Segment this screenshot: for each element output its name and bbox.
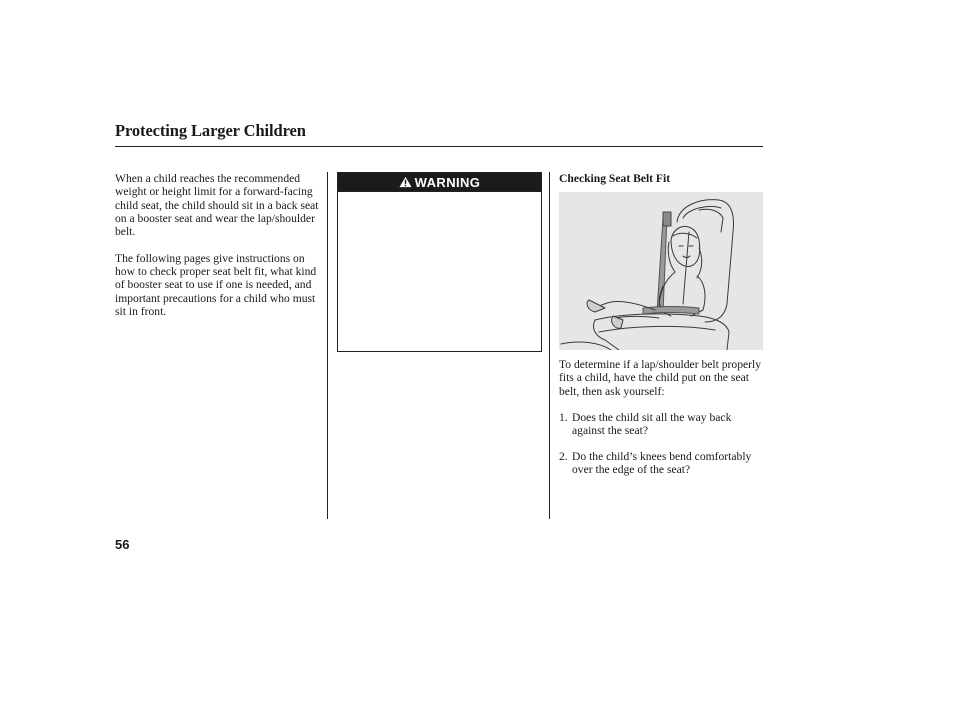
warning-box [337, 172, 542, 352]
page-title: Protecting Larger Children [115, 121, 306, 140]
warning-triangle-icon [399, 176, 412, 188]
list-item [559, 411, 763, 438]
warning-label: WARNING [414, 174, 481, 190]
list-item-text: Do the child’s knees bend comfortably over the edge of the seat? [572, 449, 752, 477]
page-number: 56 [115, 537, 130, 552]
left-column [115, 172, 320, 332]
child-in-seat-belt-illustration [559, 192, 763, 350]
list-item-number: 1. [559, 411, 568, 425]
section-heading: Checking Seat Belt Fit [559, 172, 671, 185]
column-divider-right [549, 172, 550, 519]
instructions-paragraph: The following pages give instructions on how to check proper seat belt fit, what kind of booster seat to use if one is needed, and important precautions for a child who must sit in front. [115, 251, 317, 318]
warning-header [338, 173, 541, 192]
belt-fit-intro: To determine if a lap/shoulder belt properly fits a child, have the child put on the seat belt, then ask yourself: [559, 358, 762, 398]
intro-paragraph: When a child reaches the recommended weight or height limit for a forward-facing child seat, the child should sit in a back seat on a booster seat and wear the lap/shoulder belt. [115, 172, 319, 239]
list-item [559, 450, 763, 477]
column-divider-left [327, 172, 328, 519]
right-column [559, 172, 763, 488]
list-item-number: 2. [559, 449, 568, 463]
check-list [559, 411, 763, 476]
title-rule [115, 146, 763, 147]
list-item-text: Does the child sit all the way back against the seat? [572, 411, 732, 438]
